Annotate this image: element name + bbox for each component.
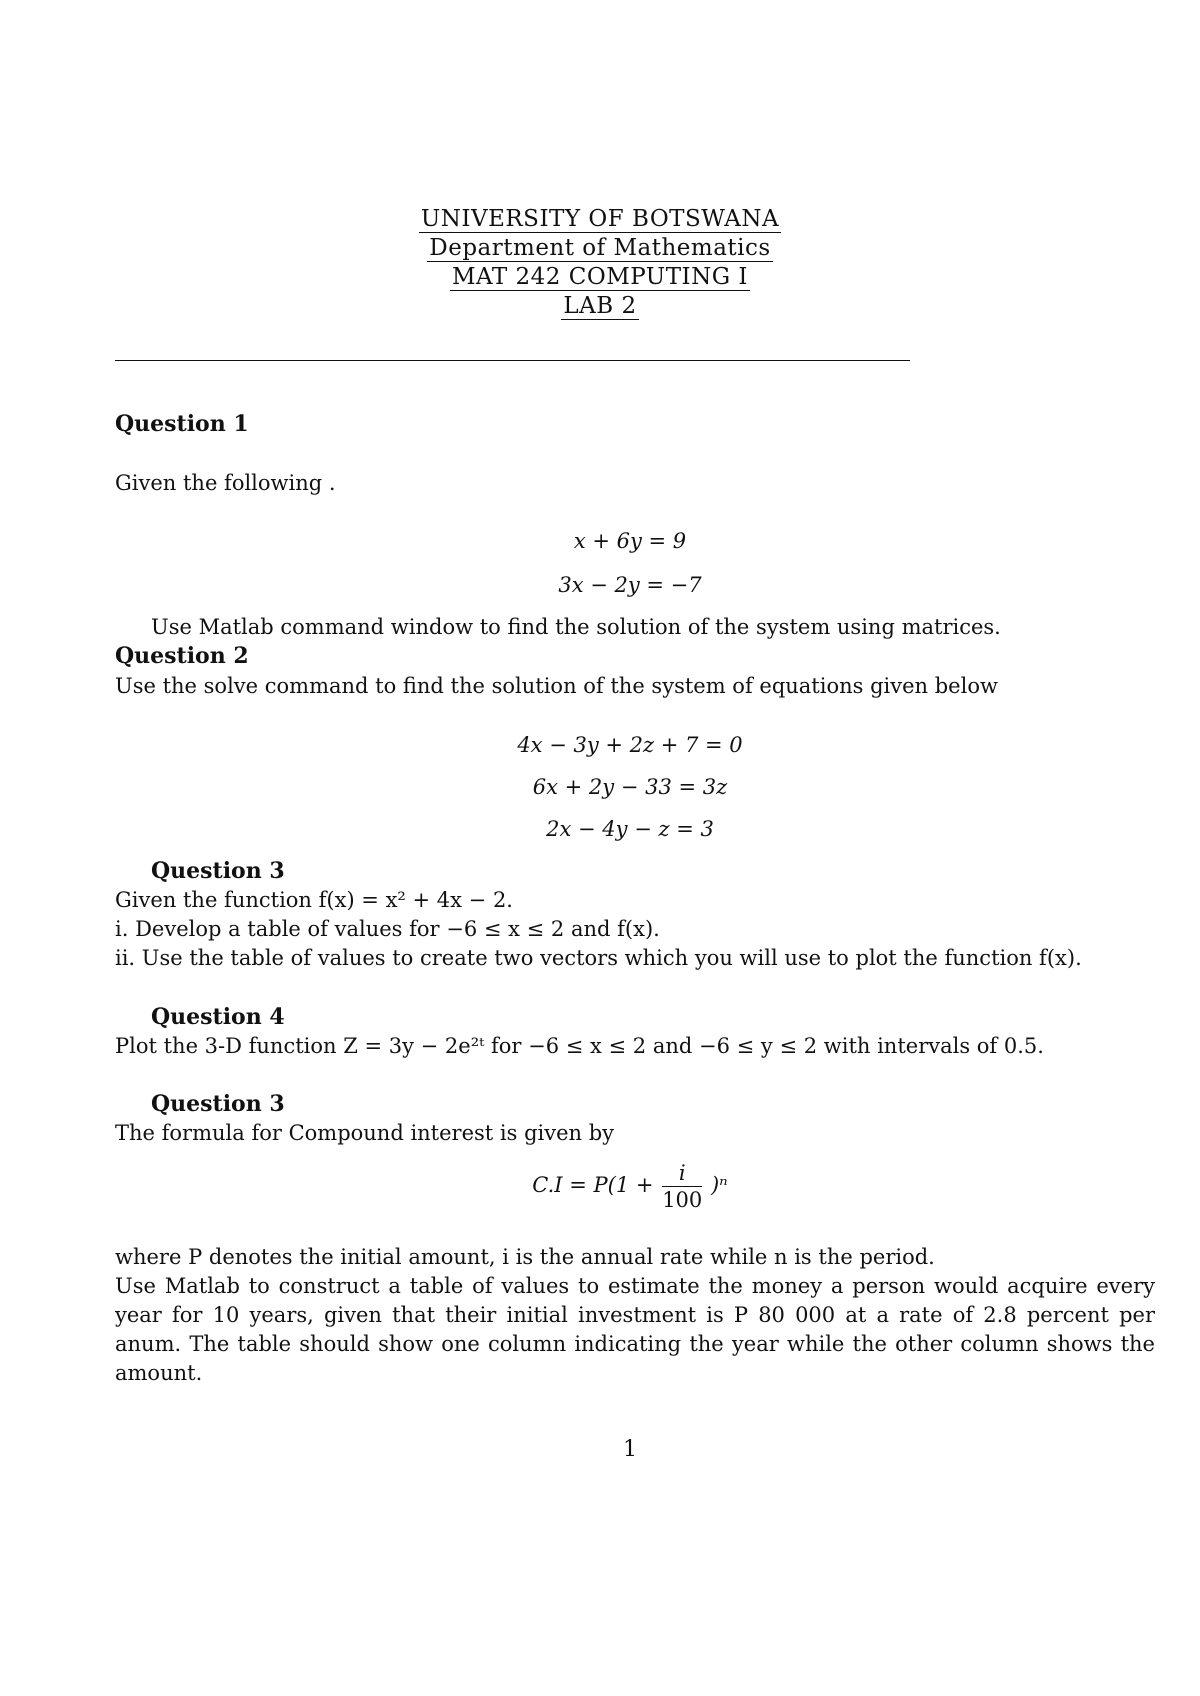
question-5-heading: Question 3 xyxy=(151,1091,285,1117)
question-4-line-1: Plot the 3-D function Z = 3y − 2e²ᵗ for −6 ≤ x ≤ 2 and −6 ≤ y ≤ 2 with intervals of 0.5. xyxy=(115,1034,1044,1058)
formula-fraction xyxy=(662,1160,702,1213)
question-5-where: where P denotes the initial amount, i is the annual rate while n is the period. xyxy=(115,1245,935,1269)
question-3-line-1: Given the function f(x) = x² + 4x − 2. xyxy=(115,888,513,912)
department-title: Department of Mathematics xyxy=(429,235,771,261)
question-5-body: Use Matlab to construct a table of values to estimate the money a person would acquire every year for 10 years, given that their initial investment is P 80 000 at a rate of 2.8 percent per anum. The table should show one column indicating the year while the other column shows the amount. xyxy=(115,1274,1155,1385)
question-1-intro: Given the following . xyxy=(115,471,336,495)
question-2-equation-1: 4x − 3y + 2z + 7 = 0 xyxy=(517,733,743,757)
page-number: 1 xyxy=(623,1437,637,1462)
question-5-intro: The formula for Compound interest is given by xyxy=(115,1121,615,1145)
question-3-line-3: ii. Use the table of values to create two vectors which you will use to plot the function f(x). xyxy=(115,946,1082,970)
course-title: MAT 242 COMPUTING I xyxy=(451,264,749,290)
question-1-instruction: Use Matlab command window to find the solution of the system using matrices. xyxy=(151,615,1001,639)
question-1-equation-2: 3x − 2y = −7 xyxy=(558,573,702,597)
compound-interest-formula xyxy=(0,1160,1200,1213)
question-3-heading: Question 3 xyxy=(151,858,285,884)
formula-lhs: C.I = P(1 + xyxy=(532,1173,654,1197)
question-2-equation-2: 6x + 2y − 33 = 3z xyxy=(532,775,728,799)
question-4-heading: Question 4 xyxy=(151,1004,285,1030)
question-2-instruction: Use the solve command to find the solution of the system of equations given below xyxy=(115,674,998,698)
formula-numerator: i xyxy=(662,1160,702,1187)
document-header xyxy=(0,205,1200,321)
question-1-heading: Question 1 xyxy=(115,411,249,437)
horizontal-rule xyxy=(115,360,910,361)
question-2-equation-3: 2x − 4y − z = 3 xyxy=(546,817,714,841)
question-2-heading: Question 2 xyxy=(115,643,249,669)
lab-title: LAB 2 xyxy=(563,293,637,319)
question-1-equation-1: x + 6y = 9 xyxy=(573,529,687,553)
question-3-line-2: i. Develop a table of values for −6 ≤ x ≤ 2 and f(x). xyxy=(115,917,660,941)
formula-denominator: 100 xyxy=(662,1188,703,1212)
university-title: UNIVERSITY OF BOTSWANA xyxy=(420,206,780,232)
formula-rhs: )ⁿ xyxy=(710,1173,728,1197)
